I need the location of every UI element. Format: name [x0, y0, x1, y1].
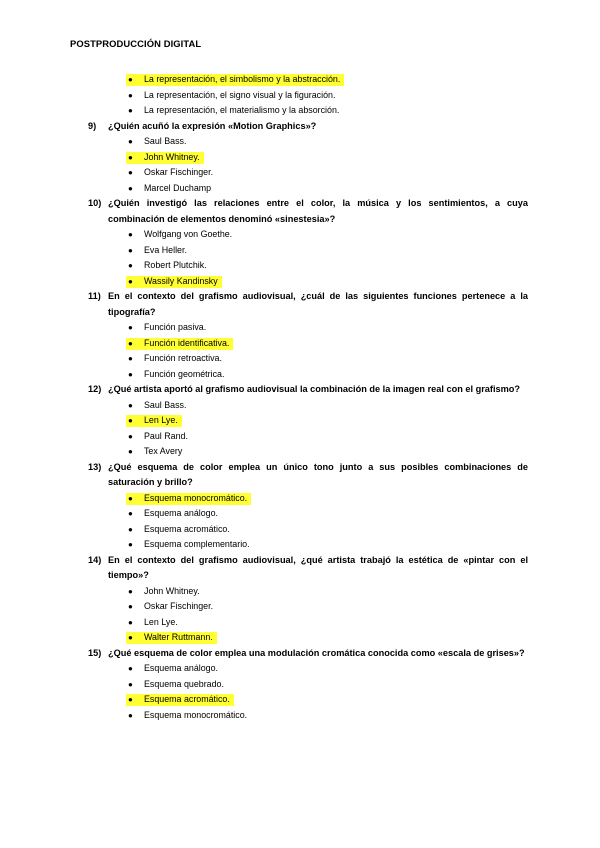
answer-option: [88, 537, 528, 553]
question-text: ¿Qué artista aportó al grafismo audiovisual la combinación de la imagen real con el grafismo?: [108, 384, 521, 394]
option-text: Saul Bass.: [144, 136, 187, 146]
answer-option: [88, 103, 528, 119]
bullet-icon: ●: [128, 509, 133, 518]
option-text: La representación, el signo visual y la figuración.: [144, 89, 336, 100]
bullet-icon: ●: [128, 230, 133, 239]
question-title: [88, 196, 528, 227]
bullet-icon: ●: [128, 664, 133, 673]
question-number: 15): [88, 647, 102, 658]
question-block: [88, 553, 528, 646]
bullet-icon: ●: [128, 168, 133, 177]
bullet-icon: ●: [128, 633, 133, 642]
option-text: Esquema acromático.: [144, 694, 230, 704]
question-title: [88, 382, 528, 398]
bullet-icon: ●: [128, 400, 133, 410]
answer-option-highlighted: [88, 630, 528, 646]
answer-option-highlighted: [88, 150, 528, 166]
bullet-icon: ●: [128, 431, 133, 441]
answer-option: [88, 677, 528, 693]
option-text: Esquema análogo.: [144, 663, 219, 673]
answer-option: [88, 88, 528, 104]
option-list: [88, 398, 528, 460]
question-block: [88, 646, 528, 724]
answer-option: [88, 522, 528, 538]
question-text: ¿Quién acuñó la expresión «Motion Graphics»?: [108, 120, 317, 131]
option-list: [88, 661, 528, 723]
bullet-icon: ●: [128, 586, 133, 596]
answer-option: [88, 444, 528, 460]
bullet-icon: ●: [128, 137, 133, 146]
question-number: 13): [88, 461, 102, 472]
question-title: [88, 460, 528, 491]
option-list: [88, 227, 528, 289]
option-text: Función identificativa.: [144, 337, 230, 348]
bullet-icon: ●: [128, 75, 133, 84]
bullet-icon: ●: [128, 152, 133, 162]
option-text: Robert Plutchik.: [144, 260, 207, 270]
question-text: En el contexto del grafismo audiovisual, ¿qué artista trabajó la estética de «pintar con el tiempo»?: [108, 554, 528, 580]
answer-option: [88, 584, 528, 600]
answer-option: [88, 599, 528, 615]
bullet-icon: ●: [128, 323, 133, 332]
bullet-icon: ●: [128, 245, 133, 255]
answer-option: [88, 615, 528, 631]
question-text: ¿Qué esquema de color emplea un único tono junto a sus posibles combinaciones de saturación y brillo?: [108, 461, 528, 487]
bullet-icon: ●: [128, 710, 133, 720]
answer-option: [88, 661, 528, 677]
bullet-icon: ●: [128, 183, 133, 193]
answer-option: [88, 367, 528, 383]
bullet-icon: ●: [128, 90, 133, 100]
question-text: En el contexto del grafismo audiovisual, ¿cuál de las siguientes funciones pertenece a la tipografía?: [108, 291, 528, 317]
bullet-icon: ●: [128, 338, 133, 348]
question-block: [88, 119, 528, 197]
answer-option: [88, 708, 528, 724]
answer-option-highlighted: [88, 274, 528, 290]
option-text: Esquema complementario.: [144, 539, 250, 549]
question-title: [88, 289, 528, 320]
bullet-icon: ●: [128, 695, 133, 704]
bullet-icon: ●: [128, 447, 133, 456]
question-title: [88, 646, 528, 662]
option-text: Marcel Duchamp: [144, 182, 212, 193]
answer-option-highlighted: [88, 336, 528, 352]
answer-option: [88, 429, 528, 445]
option-text: Función geométrica.: [144, 368, 225, 379]
option-text: Esquema análogo.: [144, 508, 219, 518]
question-number: 14): [88, 554, 102, 565]
answer-option: [88, 181, 528, 197]
answer-option-highlighted: [88, 491, 528, 507]
answer-option: [88, 165, 528, 181]
option-list: [88, 584, 528, 646]
answer-option: [88, 258, 528, 274]
question-text: ¿Quién investigó las relaciones entre el color, la música y los sentimientos, a cuya combinación de elementos denominó «sinestesia»?: [108, 198, 528, 224]
bullet-icon: ●: [128, 493, 133, 503]
option-text: John Whitney.: [144, 151, 200, 162]
bullet-icon: ●: [128, 602, 133, 611]
bullet-icon: ●: [128, 261, 133, 270]
answer-option: [88, 320, 528, 336]
option-text: Len Lye.: [144, 616, 178, 627]
option-text: Esquema monocromático.: [144, 709, 248, 720]
bullet-icon: ●: [128, 524, 133, 534]
answer-option-highlighted: [88, 692, 528, 708]
question-title: [88, 553, 528, 584]
answer-option: [88, 243, 528, 259]
option-text: Saul Bass.: [144, 399, 187, 410]
bullet-icon: ●: [128, 106, 133, 115]
option-text: Wassily Kandinsky: [144, 275, 218, 286]
question-number: 11): [88, 291, 101, 301]
option-text: Len Lye.: [144, 415, 178, 425]
option-text: La representación, el materialismo y la absorción.: [144, 105, 340, 115]
question-number: 12): [88, 384, 102, 394]
option-text: John Whitney.: [144, 585, 200, 596]
option-text: Oskar Fischinger.: [144, 601, 214, 611]
question-block: [88, 460, 528, 553]
quiz-content: [88, 72, 528, 723]
bullet-icon: ●: [128, 276, 133, 286]
option-text: Función pasiva.: [144, 322, 207, 332]
option-text: Esquema acromático.: [144, 523, 230, 534]
question-number: 10): [88, 198, 102, 208]
option-text: Oskar Fischinger.: [144, 167, 214, 177]
answer-option-highlighted: [88, 413, 528, 429]
question-title: [88, 119, 528, 135]
option-text: Walter Ruttmann.: [144, 632, 213, 642]
answer-option: [88, 351, 528, 367]
page-header: POSTPRODUCCIÓN DIGITAL: [70, 38, 202, 49]
question-block: [88, 382, 528, 460]
option-text: Paul Rand.: [144, 430, 188, 441]
option-text: Tex Avery: [144, 446, 183, 456]
answer-option-highlighted: [88, 72, 528, 88]
answer-option: [88, 506, 528, 522]
answer-option: [88, 227, 528, 243]
bullet-icon: ●: [128, 540, 133, 549]
option-text: La representación, el simbolismo y la abstracción.: [144, 74, 341, 84]
preamble-options: [88, 72, 528, 119]
bullet-icon: ●: [128, 679, 133, 689]
bullet-icon: ●: [128, 416, 133, 425]
option-text: Esquema quebrado.: [144, 678, 224, 689]
bullet-icon: ●: [128, 369, 133, 379]
option-list: [88, 491, 528, 553]
option-text: Eva Heller.: [144, 244, 187, 255]
option-text: Función retroactiva.: [144, 353, 222, 363]
option-list: [88, 134, 528, 196]
question-block: [88, 289, 528, 382]
option-text: Esquema monocromático.: [144, 492, 248, 503]
option-list: [88, 320, 528, 382]
question-list: [88, 119, 528, 724]
answer-option: [88, 398, 528, 414]
bullet-icon: ●: [128, 617, 133, 627]
question-number: 9): [88, 120, 97, 131]
option-text: Wolfgang von Goethe.: [144, 229, 233, 239]
answer-option: [88, 134, 528, 150]
question-text: ¿Qué esquema de color emplea una modulación cromática conocida como «escala de grises»?: [108, 647, 525, 658]
bullet-icon: ●: [128, 354, 133, 363]
question-block: [88, 196, 528, 289]
